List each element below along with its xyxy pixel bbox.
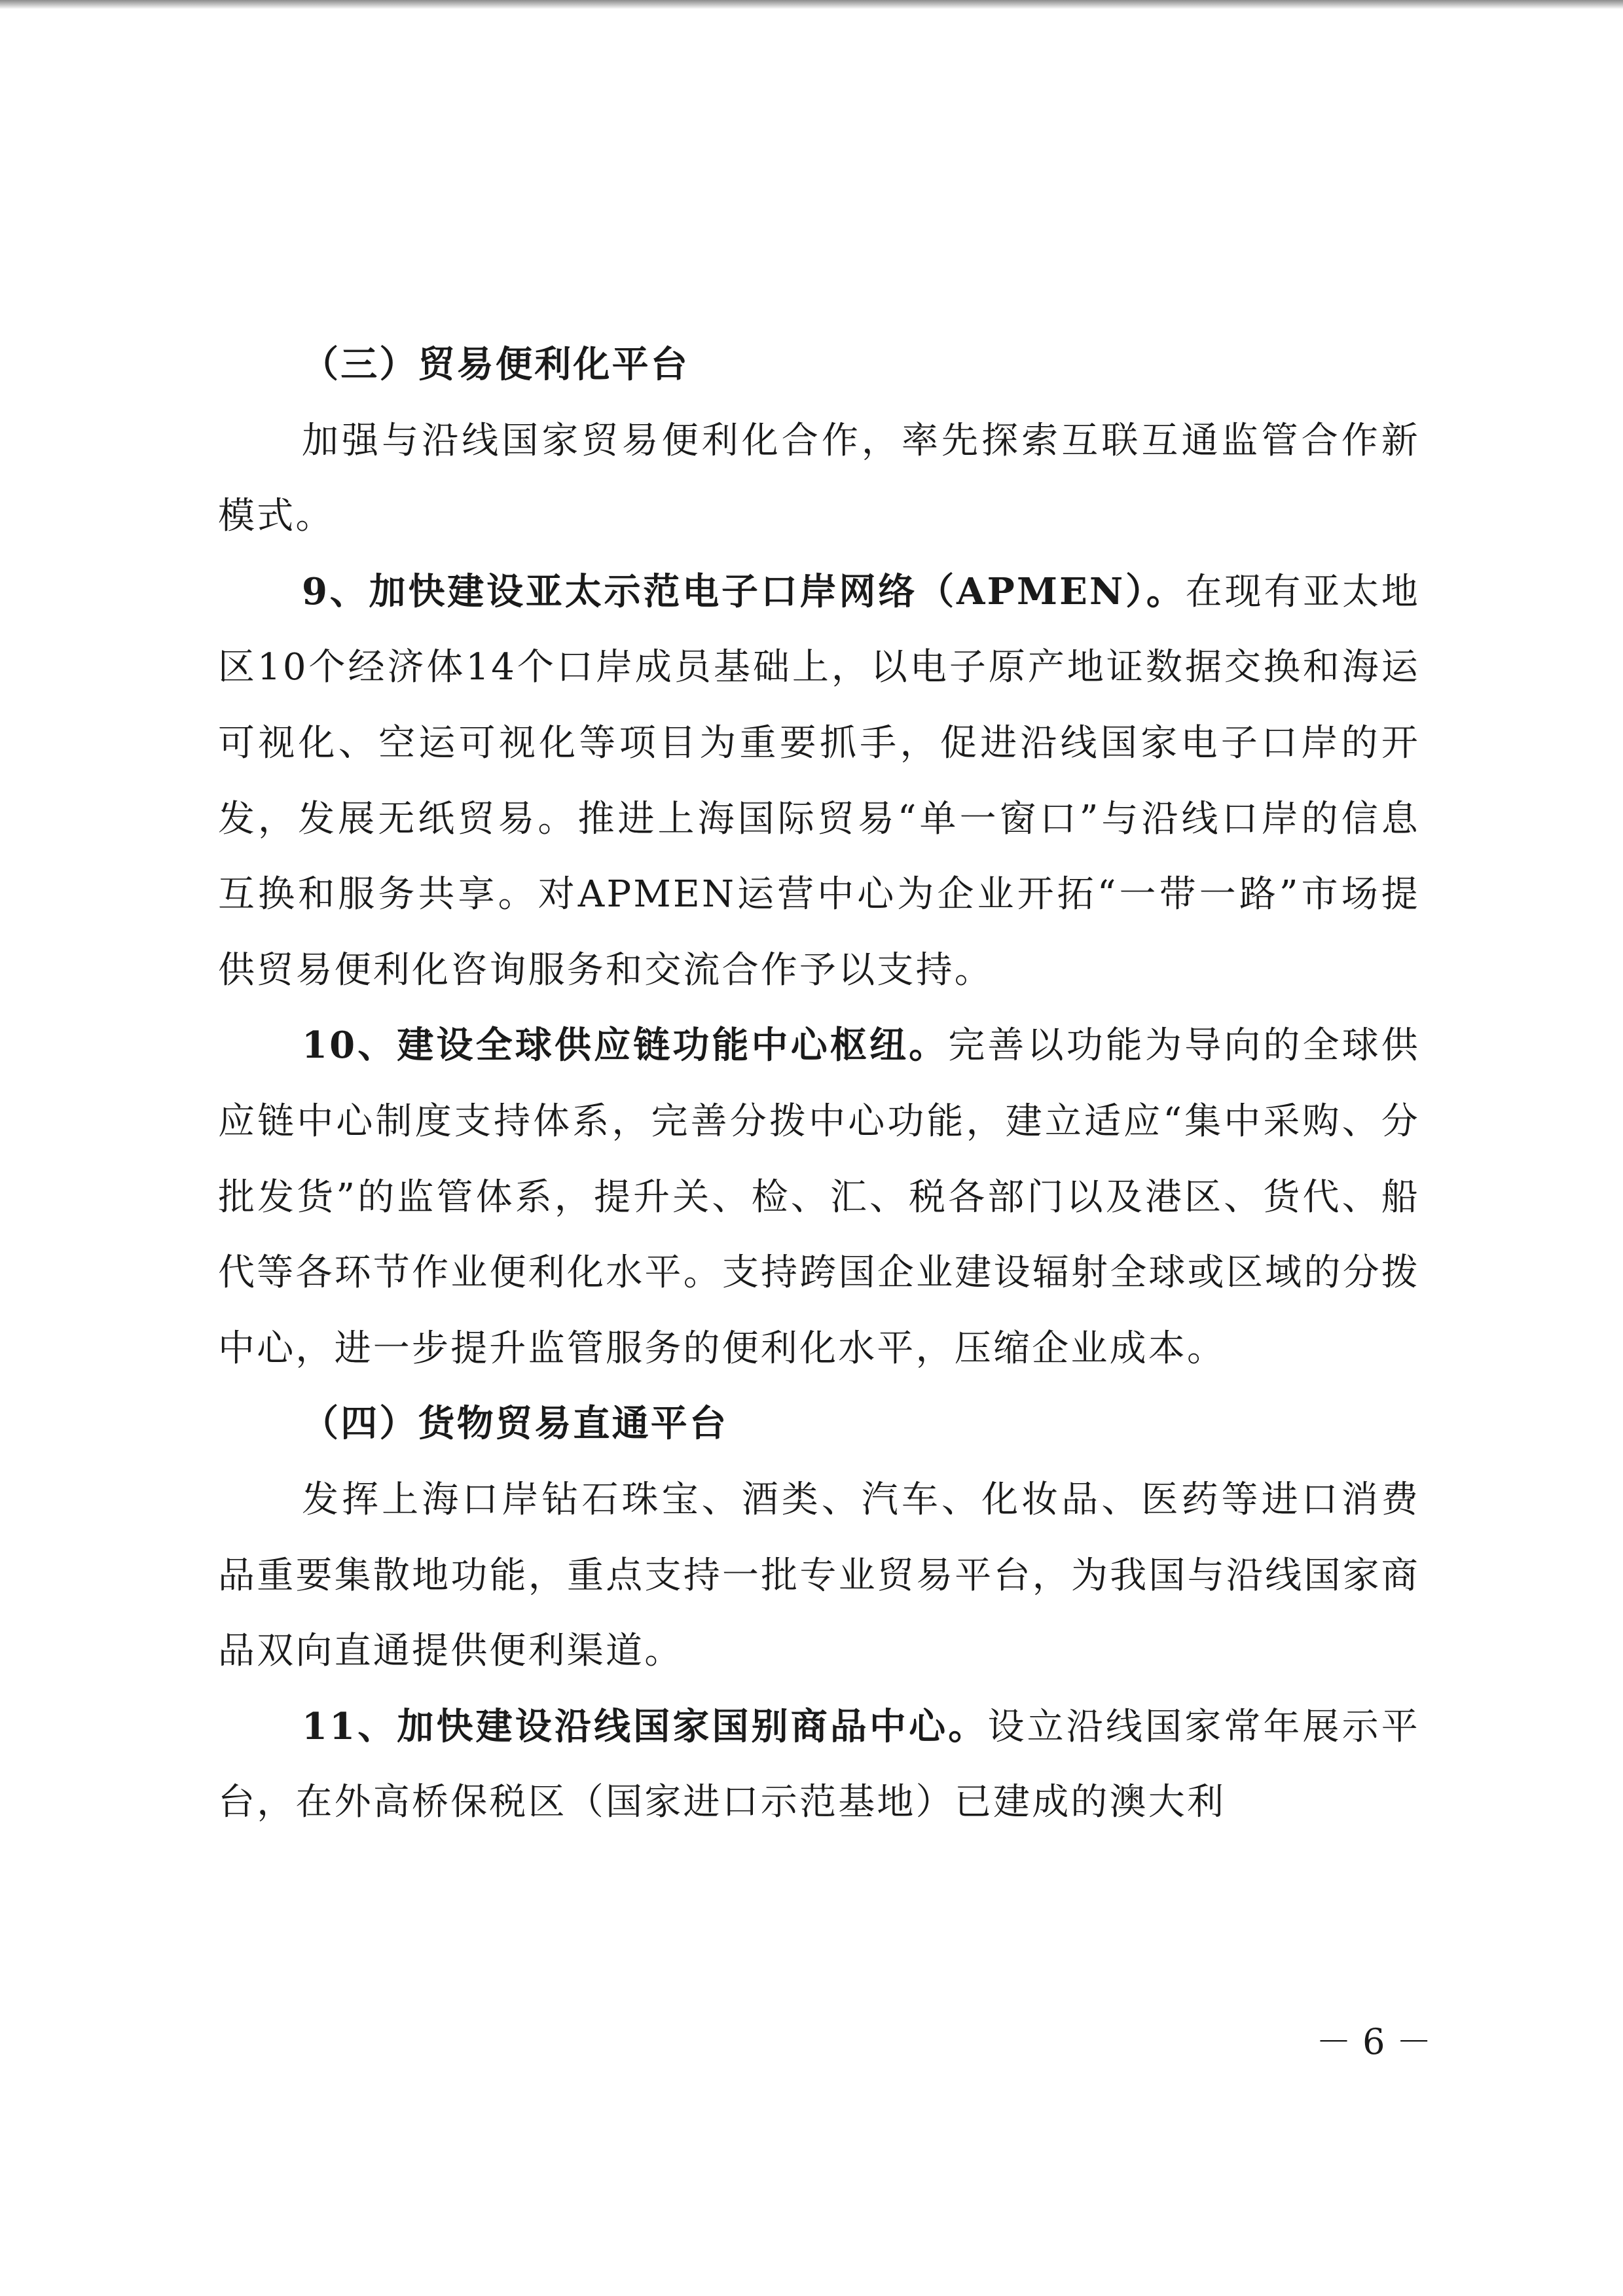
paragraph-lead: 10、建设全球供应链功能中心枢纽。 [302,1024,949,1067]
paragraph-item-10 [218,1008,1420,1386]
paragraph-text: 加强与沿线国家贸易便利化合作，率先探索互联互通监管合作新模式。 [218,419,1420,538]
paragraph-text: 设立沿线国家常年展示平台，在外高桥保税区（国家进口示范基地）已建成的澳大利 [218,1705,1421,1824]
paragraph-goods-trade-intro [218,1462,1420,1689]
paragraph-item-11 [218,1689,1420,1840]
paragraph-lead: 11、加快建设沿线国家国别商品中心。 [302,1704,988,1748]
paragraph-text: 完善以功能为导向的全球供应链中心制度支持体系，完善分拨中心功能，建立适应“集中采购、分批发货”的监管体系，提升关、检、汇、税各部门以及港区、货代、船代等各环节作业便利化水平。支持跨国企业建设辐射全球或区域的分拨中心，进一步提升监管服务的便利化水平，压缩企业成本。 [218,1024,1420,1370]
heading-goods-trade: （四）货物贸易直通平台 [302,1402,729,1446]
page-number: － 6 － [1316,2021,1432,2062]
paragraph-text: 发挥上海口岸钻石珠宝、酒类、汽车、化妆品、医药等进口消费品重要集散地功能，重点支持一批专业贸易平台，为我国与沿线国家商品双向直通提供便利渠道。 [218,1478,1420,1673]
paragraph-text: 在现有亚太地区10个经济体14个口岸成员基础上，以电子原产地证数据交换和海运可视化、空运可视化等项目为重要抓手，促进沿线国家电子口岸的开发，发展无纸贸易。推进上海国际贸易“单一窗口”与沿线口岸的信息互换和服务共享。对APMEN运营中心为企业开拓“一带一路”市场提供贸易便利化咨询服务和交流合作予以支持。 [218,570,1420,992]
heading-trade-facilitation: （三）贸易便利化平台 [302,343,689,386]
paragraph-item-9 [218,554,1420,1009]
scan-top-edge [0,0,1623,9]
paragraph-trade-facilitation-intro [218,403,1420,554]
document-body [218,327,1420,1840]
paragraph-lead: 9、加快建设亚太示范电子口岸网络（APMEN）。 [302,569,1186,613]
